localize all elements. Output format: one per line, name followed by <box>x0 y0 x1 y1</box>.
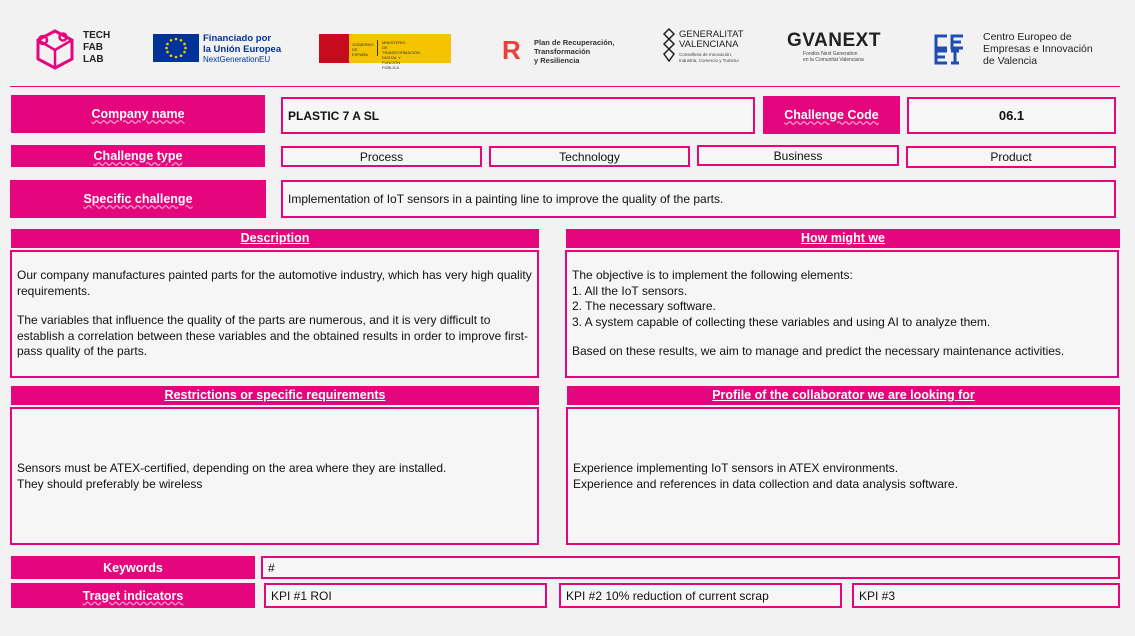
challenge-type-text: Product <box>990 150 1032 164</box>
kpi-2-field[interactable] <box>559 583 842 608</box>
keywords-label <box>11 556 255 579</box>
challenge-type-label-text: Challenge type <box>93 149 183 163</box>
keywords-value: # <box>268 560 275 575</box>
challenge-type-business[interactable] <box>697 145 899 166</box>
kpi-value: KPI #3 <box>859 588 896 603</box>
logo-text: TECH <box>83 30 111 41</box>
profile-line: Experience and references in data collection and data analysis software. <box>573 476 958 491</box>
gva-line3: Conselleria de Innovación, <box>679 52 733 57</box>
target-indicators-label-text: Traget indicators <box>82 588 184 603</box>
restrictions-header: Restrictions or specific requirements <box>11 386 539 405</box>
gvanext-sub1: Fondos Next Generation <box>803 51 858 57</box>
keywords-label-text: Keywords <box>103 560 163 575</box>
challenge-code-label <box>763 96 900 134</box>
logo-text: FAB <box>83 42 103 53</box>
profile-header: Profile of the collaborator we are looking for <box>567 386 1120 405</box>
recovery-line2: Transformación <box>534 47 591 56</box>
specific-challenge-label <box>10 180 266 218</box>
header-divider <box>10 86 1120 87</box>
gvanext-name: GVANEXT <box>787 30 881 51</box>
how-might-we-box[interactable] <box>565 250 1119 378</box>
logo-ceei <box>933 31 1108 69</box>
restrictions-box[interactable] <box>10 407 539 545</box>
challenge-type-text: Process <box>359 149 404 164</box>
how-item: 1. All the IoT sensors. <box>572 283 688 298</box>
kpi-value: KPI #1 ROI <box>271 588 332 603</box>
logo-gvanext <box>787 31 897 67</box>
company-name-value: PLASTIC 7 A SL <box>288 108 380 123</box>
challenge-type-text: Technology <box>559 149 620 164</box>
challenge-type-process[interactable] <box>281 146 482 167</box>
how-item: 2. The necessary software. <box>572 299 716 313</box>
ceei-line1: Centro Europeo de <box>983 31 1072 43</box>
restrictions-line: They should preferably be wireless <box>17 476 203 491</box>
how-outro: Based on these results, we aim to manage and predict the necessary maintenance activities. <box>572 344 1065 358</box>
restrictions-line: Sensors must be ATEX-certified, depending on the area where they are installed. <box>17 461 447 475</box>
eu-line2: la Unión Europea <box>203 44 282 55</box>
challenge-code-label-text: Challenge Code <box>784 108 879 122</box>
logo-techfablab <box>33 28 113 72</box>
generalitat-emblem-icon <box>662 28 676 62</box>
how-intro: The objective is to implement the following elements: <box>572 268 853 282</box>
challenge-type-text: Business <box>773 148 823 163</box>
challenge-type-label <box>11 145 265 167</box>
logo-eu <box>153 34 293 64</box>
ceei-line3: de Valencia <box>983 55 1038 67</box>
gva-line1: GENERALITAT <box>679 29 744 40</box>
profile-box[interactable] <box>566 407 1120 545</box>
profile-line: Experience implementing IoT sensors in ATEX environments. <box>573 461 899 475</box>
ceei-mark-icon <box>933 33 977 65</box>
challenge-type-product[interactable] <box>906 146 1116 168</box>
recovery-line1: Plan de Recuperación, <box>534 38 615 47</box>
spain-left-text: GOBIERNO DE ESPAÑA <box>352 42 374 57</box>
how-might-we-header: How might we <box>566 229 1120 248</box>
description-box[interactable] <box>10 250 539 378</box>
target-indicators-label <box>11 583 255 608</box>
company-name-field[interactable] <box>281 97 755 134</box>
challenge-code-field[interactable] <box>907 97 1116 134</box>
gvanext-sub2: en la Comunitat Valenciana <box>803 57 864 63</box>
kpi-value: KPI #2 10% reduction of current scrap <box>566 588 769 603</box>
specific-challenge-label-text: Specific challenge <box>83 192 193 206</box>
kpi-3-field[interactable] <box>852 583 1120 608</box>
how-item: 3. A system capable of collecting these variables and using AI to analyze them. <box>572 314 991 329</box>
description-paragraph-2: The variables that influence the quality of the parts are numerous, and it is very difficult to establish a correlation between these variables and the obtained results in order to improve first-pass quality of the parts. <box>17 313 528 358</box>
logo-generalitat <box>662 28 752 68</box>
spain-right-text: MINISTERIO DE TRANSFORMACIÓN DIGITAL Y FUNCIÓN PÚBLICA <box>377 40 409 56</box>
logo-recovery-plan <box>502 36 622 64</box>
gva-line2: VALENCIANA <box>679 39 739 50</box>
eu-line3: NextGenerationEU <box>203 55 271 64</box>
ceei-line2: Empresas e Innovación <box>983 43 1093 55</box>
specific-challenge-field[interactable] <box>281 180 1116 218</box>
challenge-type-technology[interactable] <box>489 146 690 167</box>
eu-flag-icon <box>153 34 199 62</box>
keywords-field[interactable] <box>261 556 1120 579</box>
spain-shield-icon <box>319 34 349 63</box>
techfablab-hexagon-icon <box>33 28 77 72</box>
eu-line1: Financiado por <box>203 33 272 44</box>
logo-gobierno-espana <box>319 34 451 70</box>
gva-line4: Industria, Comercio y Turismo <box>679 57 739 63</box>
recovery-line3: y Resiliencia <box>534 56 580 65</box>
challenge-code-value: 06.1 <box>998 108 1025 123</box>
recovery-r-icon: R <box>502 35 521 65</box>
description-header: Description <box>11 229 539 248</box>
company-name-label-text: Company name <box>91 107 185 121</box>
kpi-1-field[interactable] <box>264 583 547 608</box>
company-name-label <box>11 95 265 133</box>
logo-text: LAB <box>83 54 104 65</box>
description-paragraph-1: Our company manufactures painted parts for the automotive industry, which has very high quality requirements. <box>17 268 532 298</box>
specific-challenge-value: Implementation of IoT sensors in a painting line to improve the quality of the parts. <box>288 192 724 206</box>
